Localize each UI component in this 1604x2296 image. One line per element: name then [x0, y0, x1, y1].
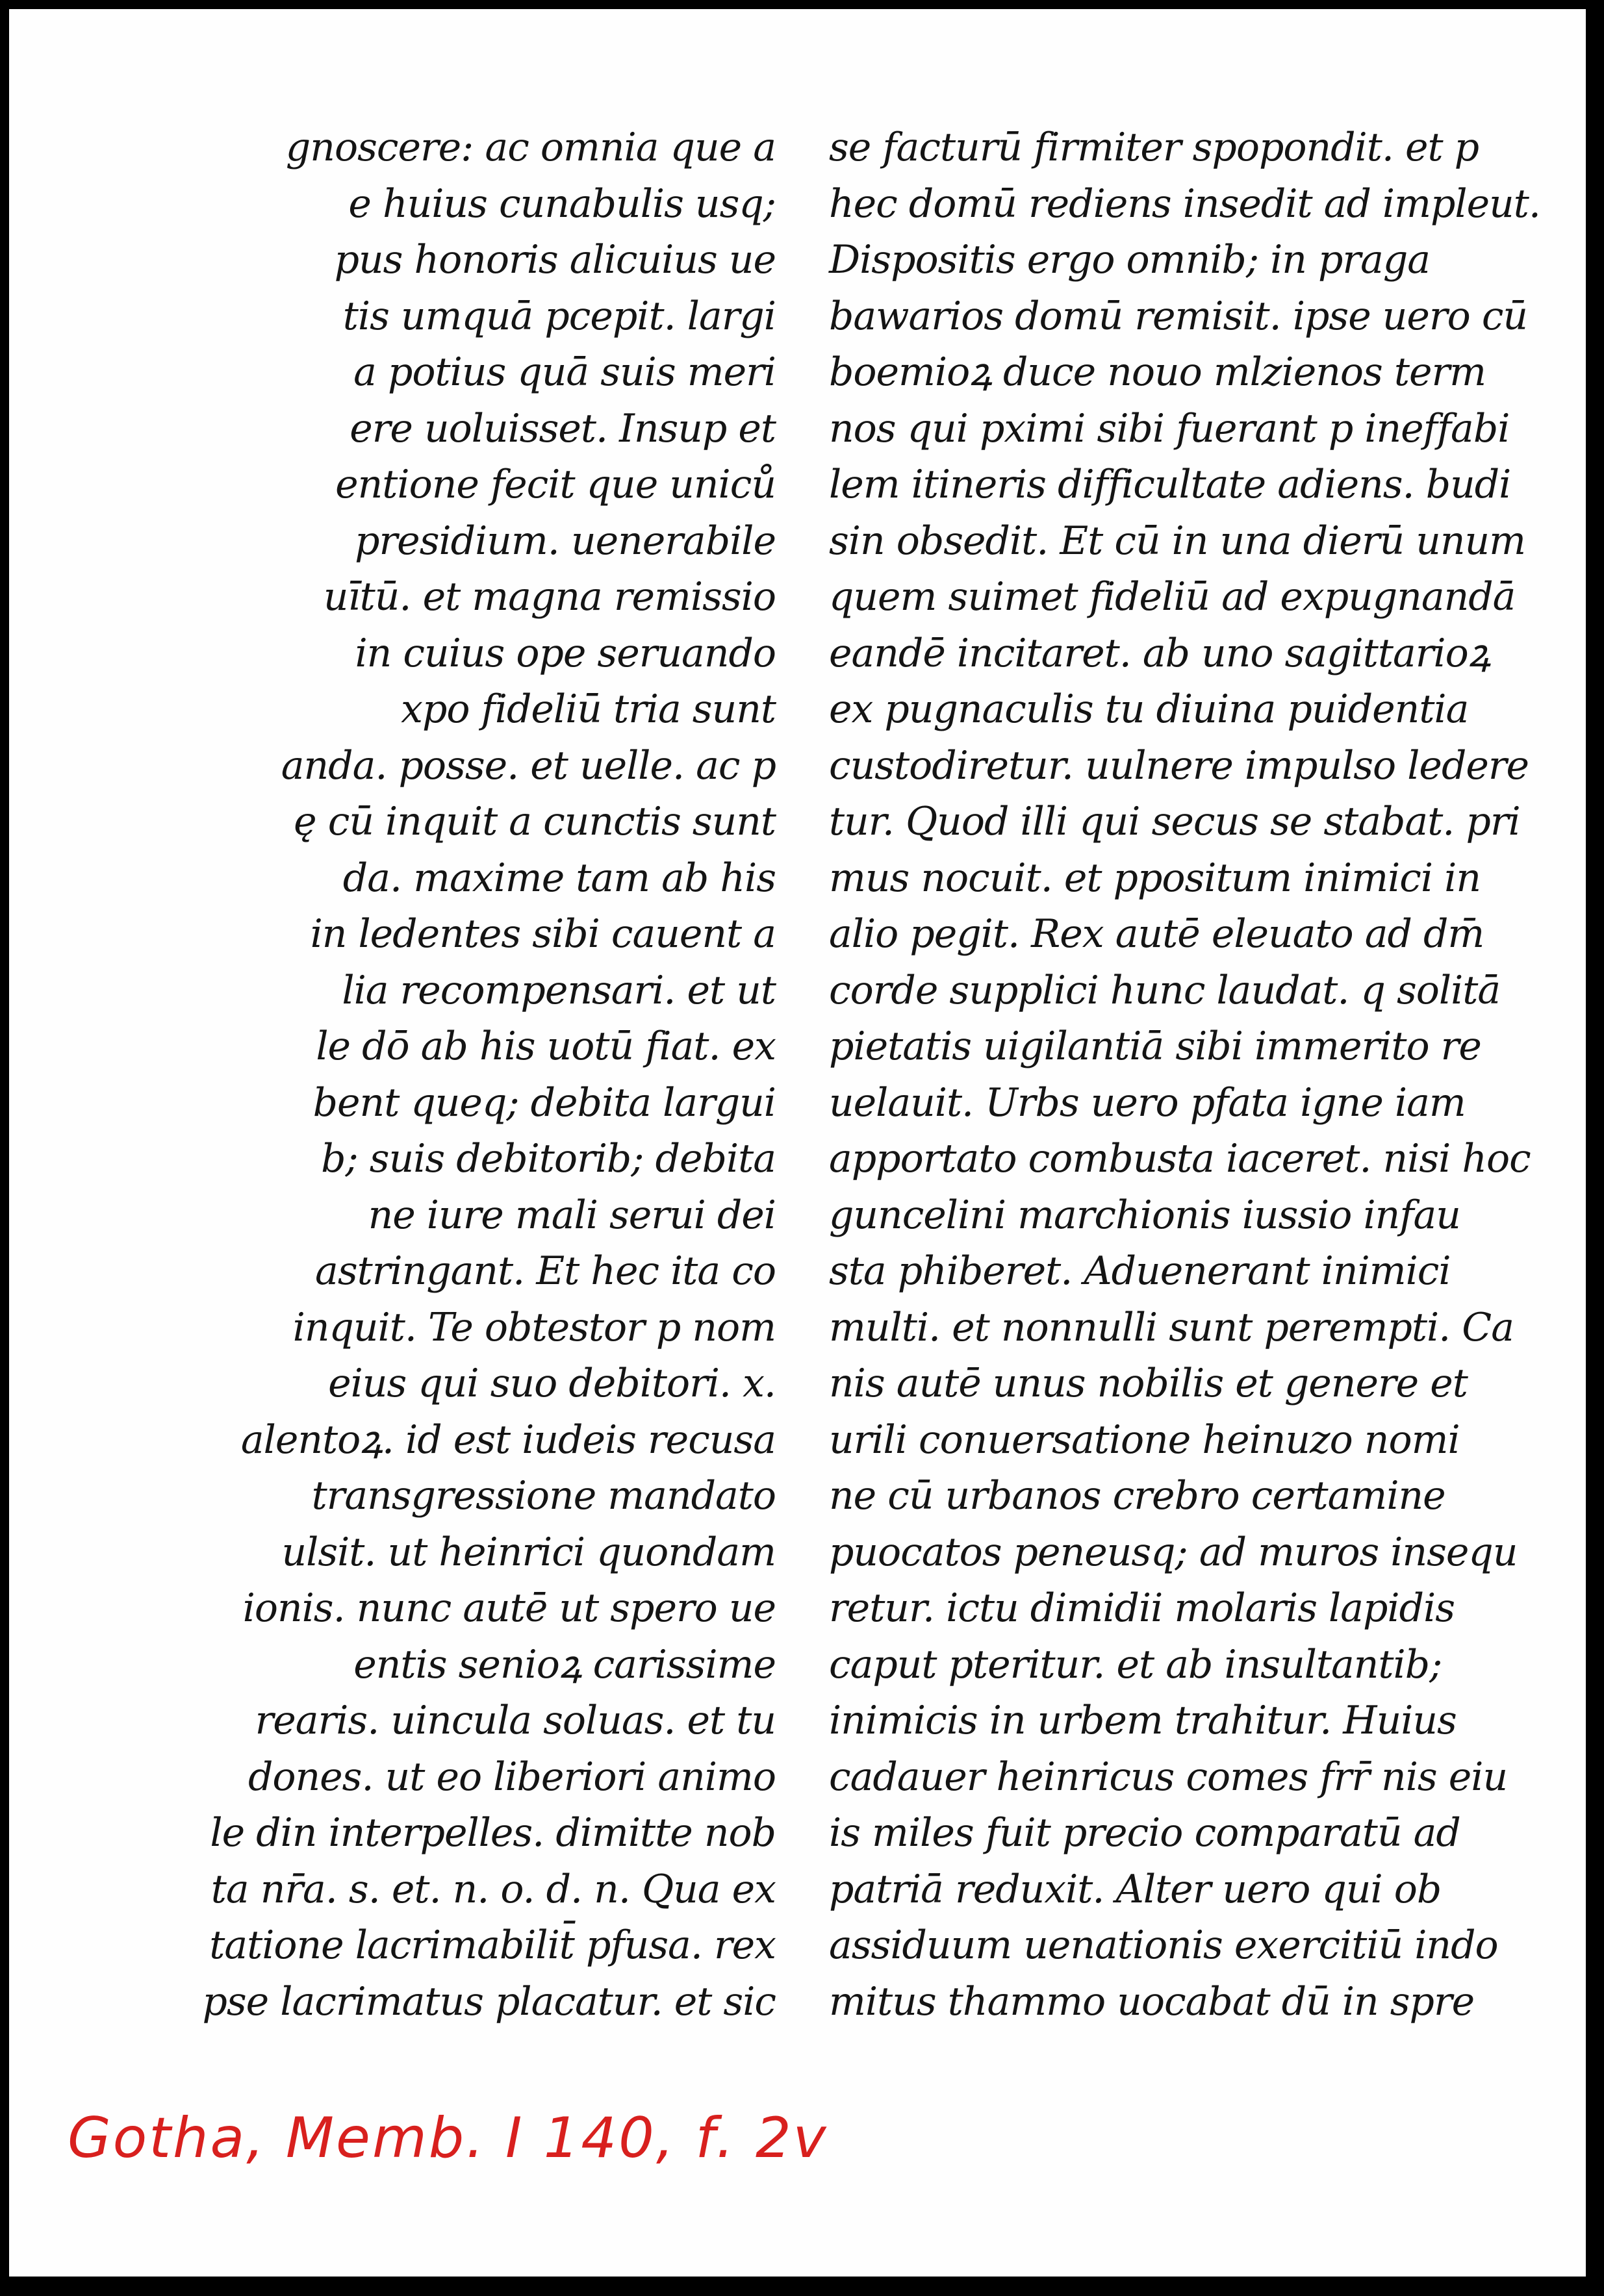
text-line: le dō ab his uotū fiat. ex — [316, 1024, 776, 1069]
text-line: nis autē unus nobilis et genere et — [829, 1361, 1468, 1406]
text-line: eandē incitaret. ab uno sagittarioꝝ — [829, 630, 1490, 676]
text-line: alio pegit. Rex autē eleuato ad dm̄ — [829, 911, 1484, 957]
text-line: sta phiberet. Aduenerant inimici — [829, 1248, 1451, 1294]
shelfmark-annotation: Gotha, Memb. I 140, f. 2v — [68, 2106, 828, 2171]
right-text-column — [829, 120, 1540, 2030]
text-line: Dispositis ergo omnib; in praga — [829, 237, 1431, 283]
text-line: e huius cunabulis usq; — [348, 181, 776, 227]
text-line: gnoscere: ac omnia que a — [285, 125, 776, 170]
text-line: custodiretur. uulnere impulso ledere — [829, 742, 1529, 788]
text-line: ex pugnaculis tu diuina puidentia — [829, 687, 1469, 732]
text-line: corde supplici hunc laudat. q solitā — [829, 967, 1501, 1013]
text-line: inimicis in urbem trahitur. Huius — [829, 1698, 1457, 1743]
text-line: is miles fuit precio comparatū ad — [829, 1810, 1460, 1856]
text-line: inquit. Te obtestor p nom — [292, 1304, 776, 1350]
text-line: entis senioꝝ carissime — [353, 1641, 776, 1687]
text-line: ere uoluisset. Insup et — [350, 405, 776, 451]
text-line: lem itineris difficultate adiens. budi — [829, 462, 1511, 507]
text-line: sin obsedit. Et cū in una dierū unum — [829, 518, 1526, 564]
text-line: guncelini marchionis iussio infau — [829, 1192, 1460, 1238]
text-line: pse lacrimatus placatur. et sic — [202, 1978, 776, 2025]
manuscript-leaf — [9, 9, 1586, 2277]
text-line: ne iure mali serui dei — [368, 1192, 776, 1238]
text-line: uītū. et magna remissio — [323, 574, 776, 620]
text-line: alentoꝝ. id est iudeis recusa — [240, 1417, 776, 1463]
text-line: da. maxime tam ab his — [342, 855, 776, 901]
text-line: presidium. uenerabile — [355, 518, 776, 564]
text-line: transgressione mandato — [311, 1473, 776, 1519]
text-line: bent queq; debita largui — [312, 1079, 776, 1126]
text-line: caput pteritur. et ab insultantib; — [829, 1641, 1442, 1687]
text-line: tis umquā pcepit. largi — [342, 293, 776, 339]
text-line: pus honoris alicuius ue — [334, 237, 776, 283]
text-line: tur. Quod illi qui secus se stabat. pri — [829, 799, 1520, 844]
text-line: puocatos peneusq; ad muros insequ — [829, 1529, 1518, 1575]
text-line: le din interpelles. dimitte nob — [210, 1810, 776, 1856]
text-line: dones. ut eo liberiori animo — [248, 1754, 776, 1800]
text-line: ulsit. ut heinrici quondam — [281, 1529, 776, 1575]
text-line: apportato combusta iaceret. nisi hoc — [829, 1136, 1531, 1181]
text-line: pietatis uigilantiā sibi immerito re — [829, 1024, 1481, 1069]
text-line: ionis. nunc autē ut spero ue — [242, 1585, 776, 1631]
text-line: ta nr̄a. s. et. n. o. d. n. Qua ex — [210, 1866, 776, 1912]
text-line: astringant. Et hec ita co — [315, 1248, 776, 1294]
text-line: boemioꝝ duce nouo mlzienos term — [829, 349, 1486, 395]
text-line: nos qui pximi sibi fuerant p ineffabi — [829, 405, 1510, 451]
text-line: lia recompensari. et ut — [342, 967, 776, 1013]
text-line: bawarios domū remisit. ipse uero cū — [829, 293, 1528, 339]
text-line: a potius quā suis meri — [353, 349, 776, 395]
text-line: uelauit. Urbs uero pfata igne iam — [829, 1079, 1466, 1126]
text-line: mitus thammo uocabat dū in spre — [829, 1978, 1475, 2025]
text-line: b; suis debitorib; debita — [321, 1136, 776, 1181]
text-line: xpo fideliū tria sunt — [401, 687, 776, 732]
left-text-column — [197, 120, 776, 2030]
text-line: in cuius ope seruando — [355, 630, 776, 676]
text-line: cadauer heinricus comes frr̄ nis eiu — [829, 1754, 1508, 1800]
text-line: ne cū urbanos crebro certamine — [829, 1473, 1445, 1519]
text-line: quem suimet fideliū ad expugnandā — [829, 574, 1516, 620]
text-line: in ledentes sibi cauent a — [310, 911, 776, 957]
text-line: ę cū inquit a cunctis sunt — [294, 799, 776, 844]
text-line: urili conuersatione heinuzo nomi — [829, 1417, 1460, 1463]
text-line: entione fecit que uniců — [335, 462, 776, 507]
text-line: mus nocuit. et ppositum inimici in — [829, 855, 1481, 901]
text-line: tatione lacrimabilit̄ pfusa. rex — [209, 1923, 776, 1968]
text-line: se facturū firmiter spopondit. et p — [829, 125, 1479, 170]
text-line: rearis. uincula soluas. et tu — [255, 1698, 776, 1743]
text-line: multi. et nonnulli sunt perempti. Ca — [829, 1304, 1514, 1350]
text-line: assiduum uenationis exercitiū indo — [829, 1923, 1498, 1968]
text-line: patriā reduxit. Alter uero qui ob — [829, 1866, 1442, 1912]
text-line: hec domū rediens insedit ad impleut. — [829, 181, 1540, 227]
text-line: anda. posse. et uelle. ac p — [281, 742, 776, 788]
text-line: eius qui suo debitori. x. — [328, 1361, 776, 1406]
text-line: retur. ictu dimidii molaris lapidis — [829, 1585, 1455, 1631]
